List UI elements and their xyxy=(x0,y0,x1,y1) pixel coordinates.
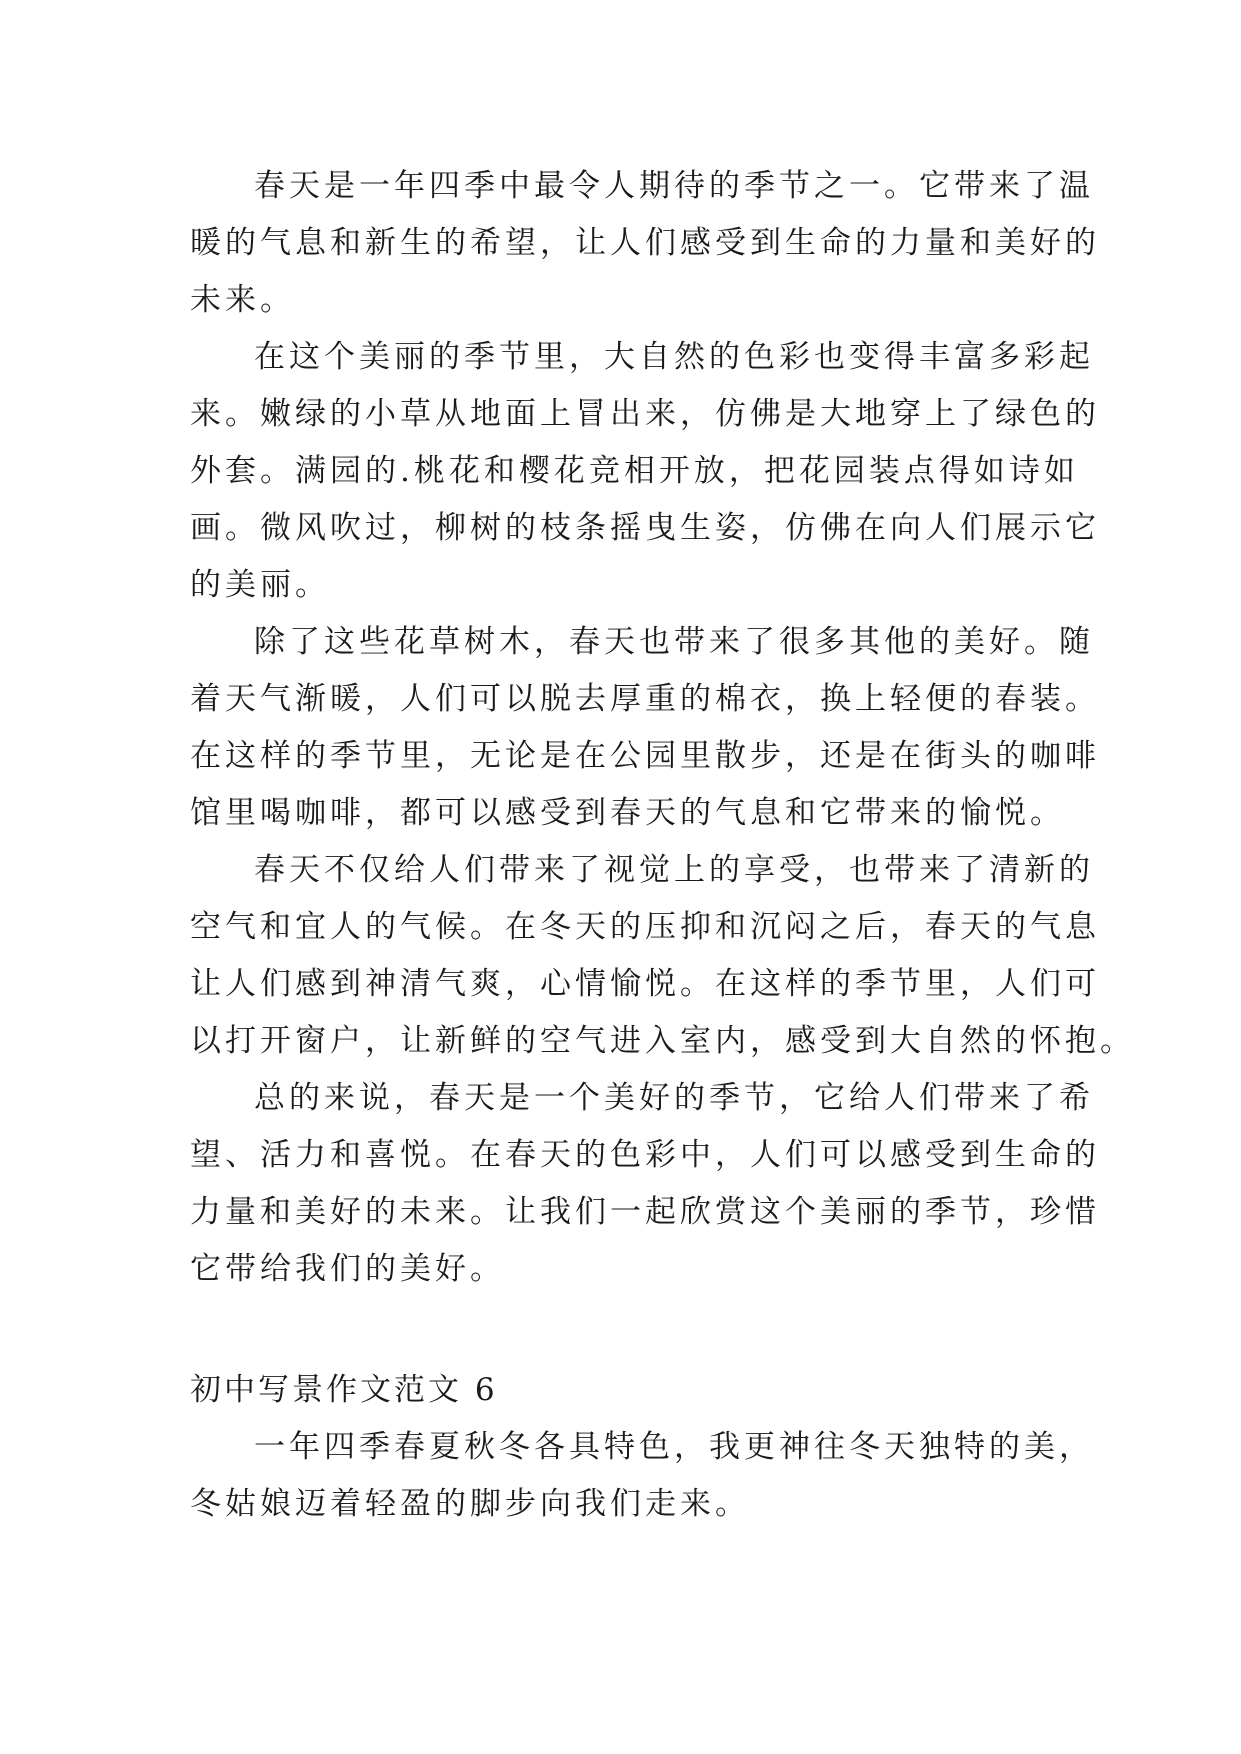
paragraph-1-line-2: 暖的气息和新生的希望，让人们感受到生命的力量和美好的 xyxy=(190,225,1100,261)
paragraph-1-line-1: 春天是一年四季中最令人期待的季节之一。它带来了温 xyxy=(254,168,1094,204)
paragraph-2-line-3: 外套。满园的.桃花和樱花竞相开放，把花园装点得如诗如 xyxy=(190,453,1079,489)
paragraph-4-line-2: 空气和宜人的气候。在冬天的压抑和沉闷之后，春天的气息 xyxy=(190,909,1100,945)
paragraph-5-line-3: 力量和美好的未来。让我们一起欣赏这个美丽的季节，珍惜 xyxy=(190,1194,1100,1230)
section-heading: 初中写景作文范文 6 xyxy=(190,1372,498,1408)
paragraph-5-line-1: 总的来说，春天是一个美好的季节，它给人们带来了希 xyxy=(254,1080,1094,1116)
paragraph-5-line-4: 它带给我们的美好。 xyxy=(190,1251,505,1287)
paragraph-2-line-4: 画。微风吹过，柳树的枝条摇曳生姿，仿佛在向人们展示它 xyxy=(190,510,1100,546)
paragraph-4-line-4: 以打开窗户，让新鲜的空气进入室内，感受到大自然的怀抱。 xyxy=(190,1023,1135,1059)
paragraph-3-line-2: 着天气渐暖，人们可以脱去厚重的棉衣，换上轻便的春装。 xyxy=(190,681,1100,717)
paragraph-2-line-2: 来。嫩绿的小草从地面上冒出来，仿佛是大地穿上了绿色的 xyxy=(190,396,1100,432)
paragraph-4-line-3: 让人们感到神清气爽，心情愉悦。在这样的季节里，人们可 xyxy=(190,966,1100,1002)
paragraph-4-line-1: 春天不仅给人们带来了视觉上的享受，也带来了清新的 xyxy=(254,852,1094,888)
paragraph-3-line-3: 在这样的季节里，无论是在公园里散步，还是在街头的咖啡 xyxy=(190,738,1100,774)
paragraph-2-line-5: 的美丽。 xyxy=(190,567,330,603)
paragraph-6-line-2: 冬姑娘迈着轻盈的脚步向我们走来。 xyxy=(190,1486,750,1522)
paragraph-2-line-1: 在这个美丽的季节里，大自然的色彩也变得丰富多彩起 xyxy=(254,339,1094,375)
paragraph-1-line-3: 未来。 xyxy=(190,282,295,318)
paragraph-3-line-4: 馆里喝咖啡，都可以感受到春天的气息和它带来的愉悦。 xyxy=(190,795,1065,831)
paragraph-5-line-2: 望、活力和喜悦。在春天的色彩中，人们可以感受到生命的 xyxy=(190,1137,1100,1173)
paragraph-3-line-1: 除了这些花草树木，春天也带来了很多其他的美好。随 xyxy=(254,624,1094,660)
paragraph-6-line-1: 一年四季春夏秋冬各具特色，我更神往冬天独特的美， xyxy=(254,1429,1094,1465)
